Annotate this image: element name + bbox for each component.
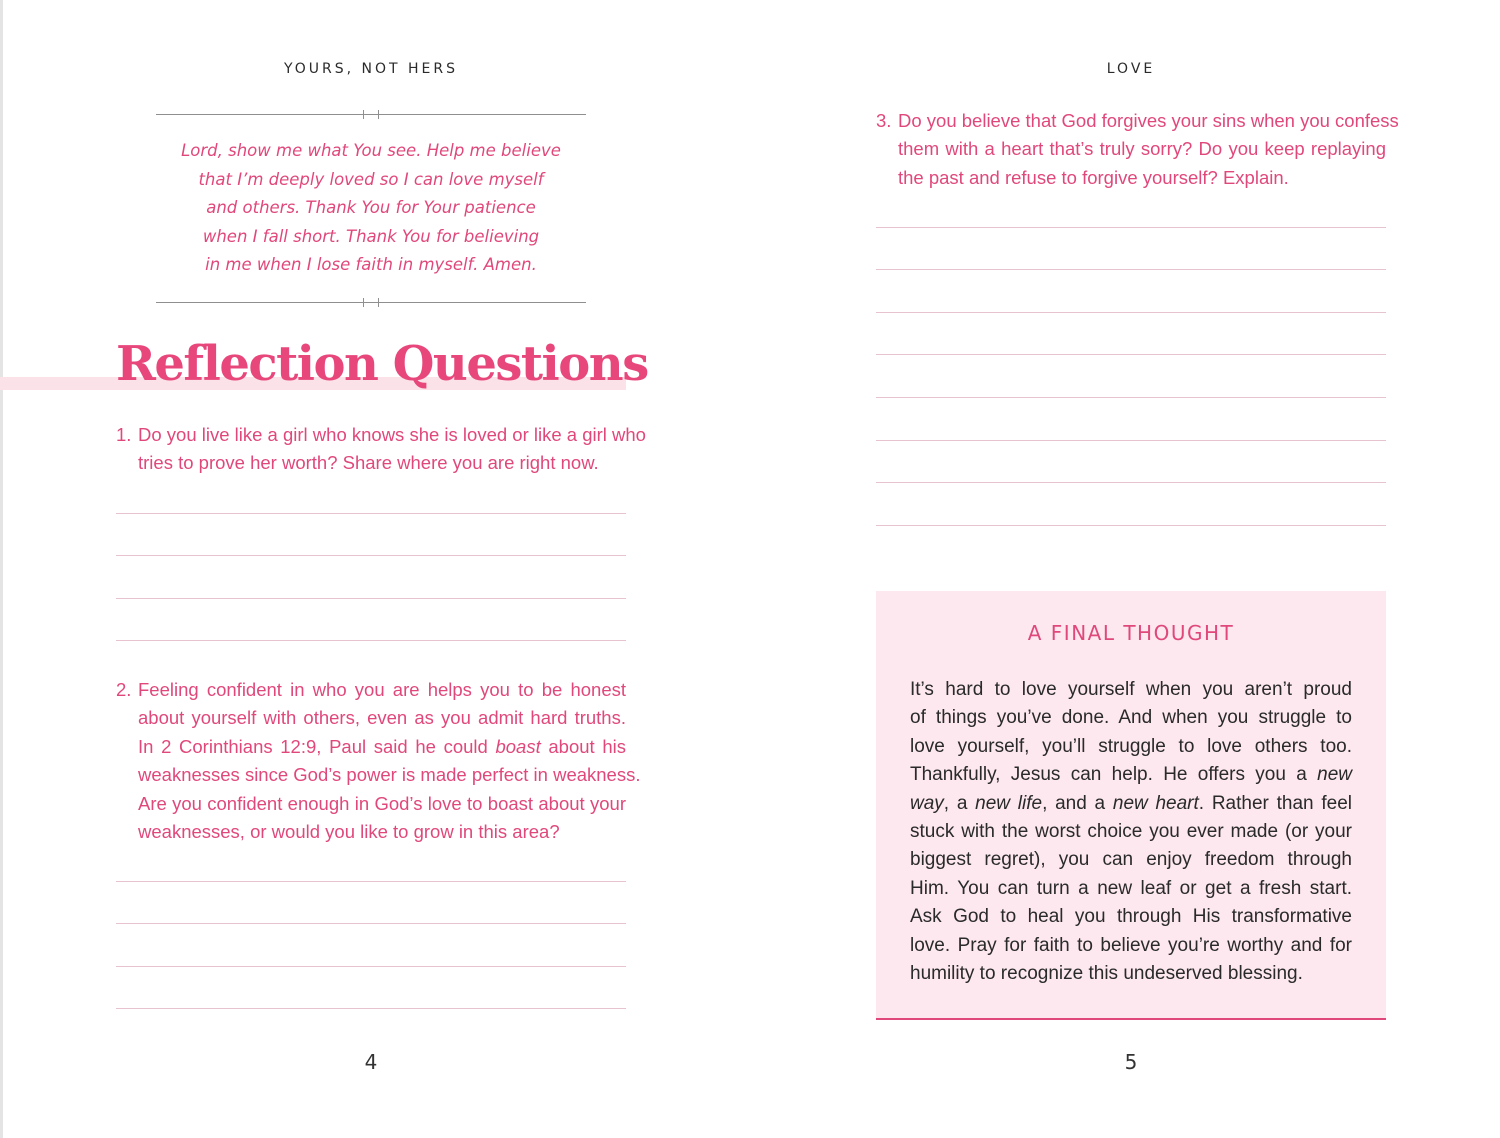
prayer-text	[136, 137, 606, 280]
divider-tick	[363, 110, 364, 119]
question-line: about yourself with others, even as you admit hard truths.	[138, 707, 626, 729]
prayer-line: in me when I lose faith in myself. Amen.	[205, 255, 537, 274]
body-line: of things you’ve done. And when you struggle to	[910, 707, 1352, 729]
prayer-line: and others. Thank You for Your patience	[206, 198, 536, 217]
right-page	[750, 0, 1500, 1138]
answer-line	[116, 513, 626, 514]
page-number-left: 4	[364, 1050, 378, 1074]
prayer-line: when I fall short. Thank You for believing	[202, 226, 540, 246]
question-number: 3.	[876, 110, 892, 131]
running-head-right: LOVE	[1106, 61, 1156, 77]
question-line: weaknesses, or would you like to grow in this area?	[138, 821, 560, 843]
question-line: the past and refuse to forgive yourself? Explain.	[898, 166, 1289, 188]
answer-line	[116, 966, 626, 967]
divider-tick	[378, 298, 379, 307]
body-line: humility to recognize this undeserved blessing.	[910, 963, 1303, 985]
answer-line	[116, 555, 626, 556]
question-line: In 2 Corinthians 12:9, Paul said he could boast about his	[138, 735, 626, 757]
answer-line	[116, 1008, 626, 1009]
answer-line	[876, 354, 1386, 355]
prayer-line: Lord, show me what You see. Help me believe	[181, 141, 561, 160]
body-line: Ask God to heal you through His transformative	[910, 906, 1352, 928]
final-thought-box	[876, 591, 1386, 1020]
body-line: way, a new life, and a new heart. Rather than feel	[910, 792, 1352, 814]
answer-line	[116, 881, 626, 882]
question-line: 2. Feeling confident in who you are helps you to be honest	[116, 676, 626, 704]
prayer-line: that I’m deeply loved so I can love myself	[198, 169, 544, 189]
answer-line	[876, 440, 1386, 441]
question-line: them with a heart that’s truly sorry? Do you keep replaying	[898, 138, 1386, 160]
answer-line	[876, 525, 1386, 526]
body-line: love yourself, you’ll struggle to love others too.	[910, 735, 1352, 757]
answer-line	[876, 227, 1386, 228]
final-thought-title: A FINAL THOUGHT	[1027, 621, 1235, 645]
body-line: biggest regret), you can enjoy freedom through	[910, 849, 1352, 871]
running-head-left: YOURS, NOT HERS	[283, 61, 459, 77]
body-line: love. Pray for faith to believe you’re worthy and for	[910, 934, 1352, 956]
question-3	[876, 107, 1399, 192]
question-line: tries to prove her worth? Share where you are right now.	[138, 452, 599, 474]
question-2	[116, 676, 641, 846]
answer-line	[876, 482, 1386, 483]
body-line: stuck with the worst choice you ever made (or your	[910, 821, 1352, 843]
body-line: Him. You can turn a new leaf or get a fresh start.	[910, 877, 1352, 899]
body-line: It’s hard to love yourself when you aren’t proud	[910, 679, 1352, 700]
answer-line	[876, 397, 1386, 398]
question-line: 1. Do you live like a girl who knows she is loved or like a girl who	[116, 421, 626, 449]
ornament-divider-top	[156, 114, 586, 115]
question-line: Are you confident enough in God’s love to boast about your	[138, 792, 626, 814]
answer-line	[876, 312, 1386, 313]
page-number-right: 5	[1124, 1050, 1138, 1074]
body-line: Thankfully, Jesus can help. He offers you a new	[910, 764, 1352, 786]
question-number: 2.	[116, 679, 132, 700]
answer-line	[116, 598, 626, 599]
answer-line	[876, 269, 1386, 270]
question-number: 1.	[116, 424, 132, 445]
final-thought-body	[910, 676, 1352, 988]
ornament-divider-bottom	[156, 302, 586, 303]
question-1	[116, 421, 646, 478]
answer-line	[116, 640, 626, 641]
question-line: weaknesses since God’s power is made perfect in weakness.	[138, 764, 641, 786]
section-title: Reflection Questions	[116, 336, 648, 392]
question-line: 3. Do you believe that God forgives your sins when you confess	[876, 107, 1386, 135]
answer-line	[116, 923, 626, 924]
divider-tick	[363, 298, 364, 307]
divider-tick	[378, 110, 379, 119]
